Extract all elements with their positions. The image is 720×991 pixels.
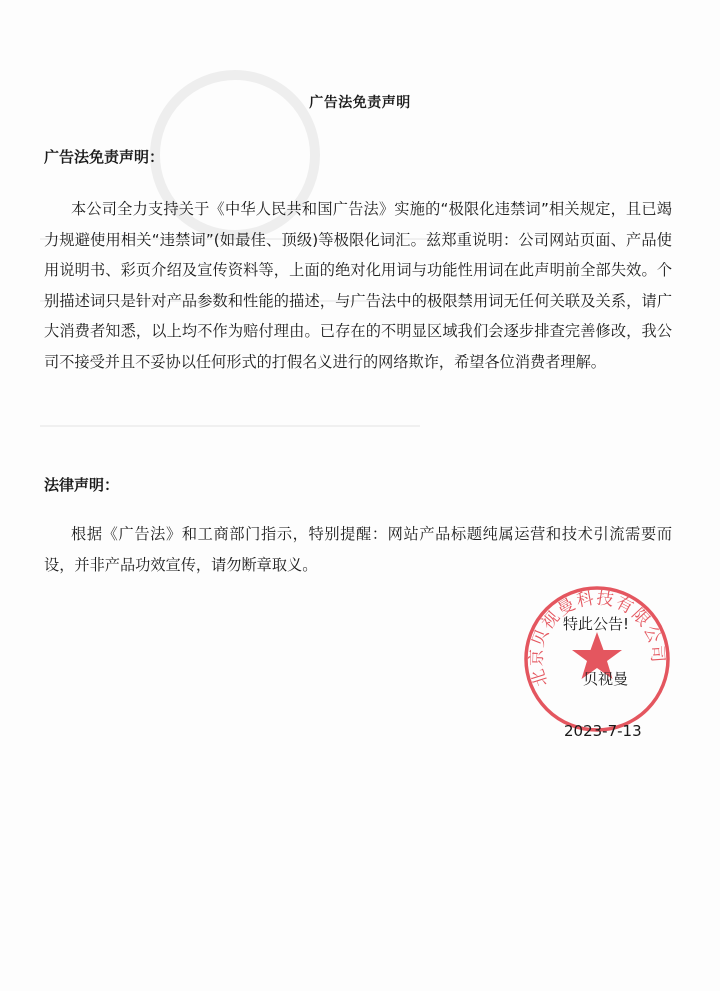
closing-notice: 特此公告! <box>563 615 630 633</box>
disclaimer-heading: 广告法免责声明： <box>44 148 165 166</box>
svg-text:北京贝视曼科技有限公司: 北京贝视曼科技有限公司 <box>526 588 668 689</box>
company-seal <box>522 584 672 734</box>
legal-paragraph: 根据《广告法》和工商部门指示，特别提醒：网站产品标题纯属运营和技术引流需要而设，并非产品功效宣传，请勿断章取义。 <box>44 525 672 574</box>
signatory-name: 贝视曼 <box>583 670 629 688</box>
legal-heading: 法律声明： <box>44 476 120 494</box>
disclaimer-paragraph: 本公司全力支持关于《中华人民共和国广告法》实施的“极限化违禁词”相关规定，且已竭力规避使用相关“违禁词”(如最佳、顶级)等极限化词汇。兹郑重说明：公司网站页面、产品使用说明书、彩页介绍及宣传资料等，上面的绝对化用词与功能性用词在此声明前全部失效。个别描述词只是针对产品参数和性能的描述，与广告法中的极限禁用词无任何关联及关系，请广大消费者知悉，以上均不作为赔付理由。已存在的不明显区域我们会逐步排查完善修改，我公司不接受并且不妥协以任何形式的打假名义进行的网络欺诈，希望各位消费者理解。 <box>44 200 672 371</box>
signing-date: 2023-7-13 <box>564 722 642 740</box>
bleed-through-line <box>40 425 420 427</box>
document-title: 广告法免责声明 <box>309 95 411 111</box>
